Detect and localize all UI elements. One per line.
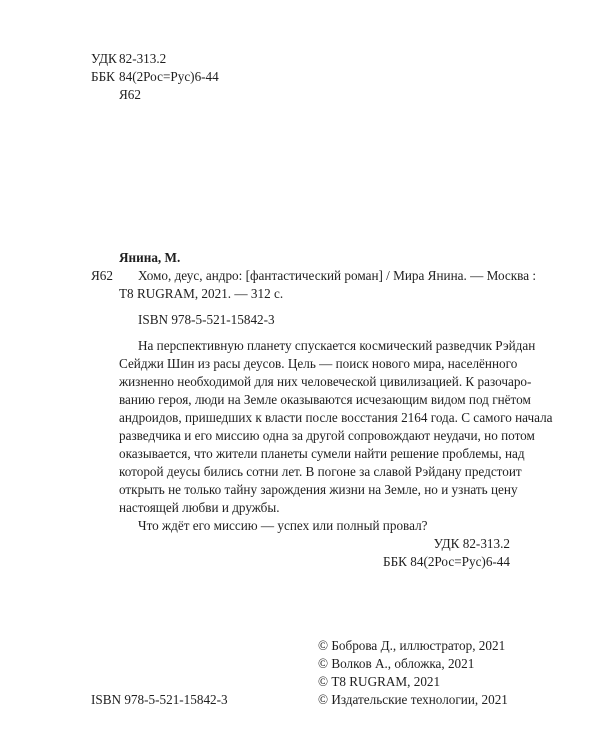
title-line-2: Т8 RUGRAM, 2021. — 312 с. [119,286,284,301]
annotation-line: открыть не только тайну зарождения жизни на Земле, но и узнать цену [119,482,518,497]
bbk-value: 84(2Рос=Рус)6-44 [119,69,219,84]
copyright-illustrator: © Боброва Д., иллюстратор, 2021 [318,638,506,653]
author-code: Я62 [91,268,113,283]
isbn-record: ISBN 978-5-521-15842-3 [138,312,275,327]
annotation-line: Сейджи Шин из расы деусов. Цель — поиск нового мира, населённого [119,356,518,371]
bbk-bottom: ББК 84(2Рос=Рус)6-44 [383,554,510,569]
annotation-line: оказывается, что жители планеты сумели найти решение проблемы, над [119,446,525,461]
author-name: Янина, М. [119,250,181,265]
author-code-top: Я62 [119,87,141,102]
annotation-line: настоящей любви и дружбы. [119,500,280,515]
title-line-1: Хомо, деус, андро: [фантастический роман] / Мира Янина. — Москва : [138,268,537,283]
copyright-technologies: © Издательские технологии, 2021 [318,692,508,707]
annotation-line: ванию героя, люди на Земле оказываются исчезающим видом под гнётом [119,392,531,407]
annotation-final-line: Что ждёт его миссию — успех или полный провал? [138,518,428,533]
copyright-cover: © Волков А., обложка, 2021 [318,656,475,671]
bbk-label: ББК [91,69,115,84]
annotation-line: разведчика и его миссию одна за другой сопровождают неудачи, но потом [119,428,535,443]
udk-bottom: УДК 82-313.2 [433,536,510,551]
annotation-line: жизненно необходимой для них человеческой цивилизацией. К разочаро- [119,374,532,389]
copyright-publisher: © Т8 RUGRAM, 2021 [318,674,441,689]
annotation-line: которой деусы бились сотни лет. В погоне за славой Рэйдану предстоит [119,464,522,479]
isbn-footer: ISBN 978-5-521-15842-3 [91,692,228,707]
udk-label: УДК [91,51,117,66]
annotation [119,337,553,535]
annotation-line: На перспективную планету спускается космический разведчик Рэйдан [138,338,536,353]
annotation-line: андроидов, пришедших к власти после восстания 2164 года. С самого начала [119,410,553,425]
udk-value: 82-313.2 [119,51,167,66]
